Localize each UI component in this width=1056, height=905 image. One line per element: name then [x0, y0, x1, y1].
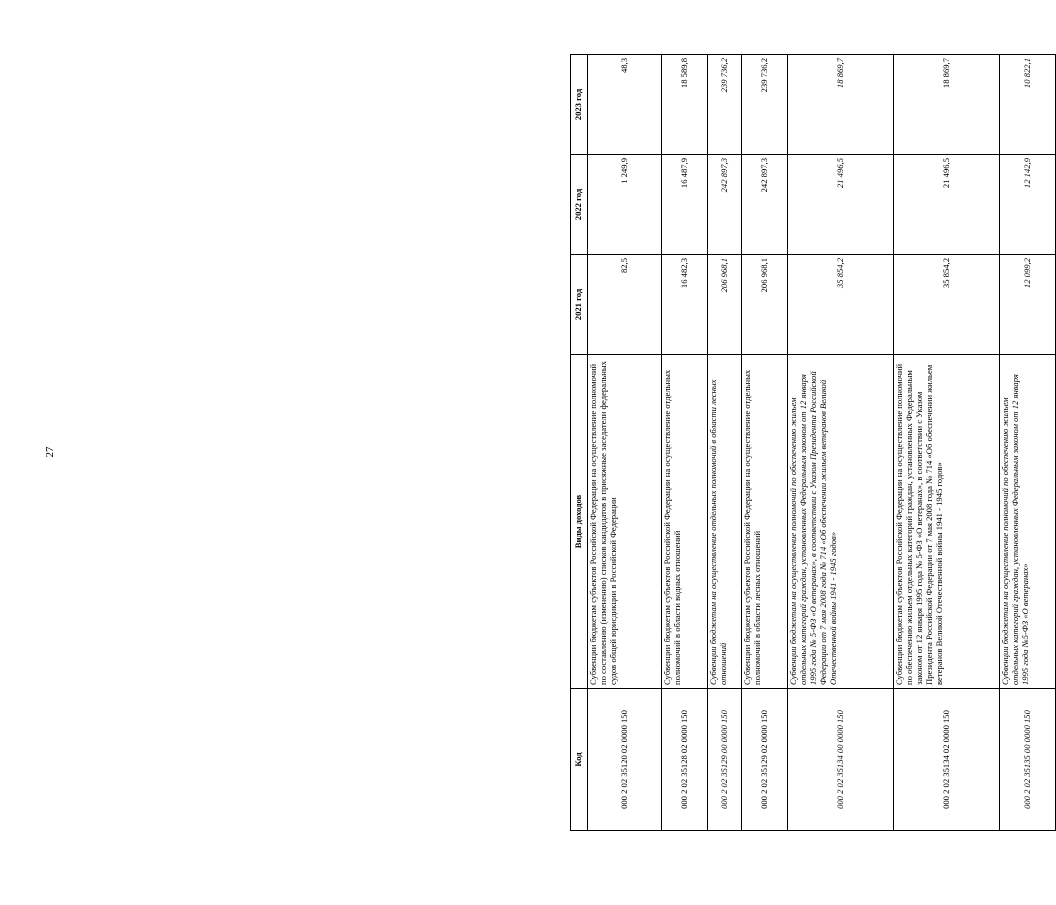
code-cell: 000 2 02 35134 02 0000 150 [894, 689, 1000, 831]
header-description: Виды доходов [571, 355, 588, 689]
value-2022-cell: 242 897,3 [708, 155, 742, 255]
code-cell: 000 2 02 35128 02 0000 150 [662, 689, 708, 831]
value-2021-cell: 82,5 [588, 255, 662, 355]
revenue-table [570, 54, 1056, 831]
value-2023-cell: 239 736,2 [708, 55, 742, 155]
value-2023-cell: 48,3 [588, 55, 662, 155]
table-row [788, 55, 894, 831]
value-2022-cell: 21 496,5 [788, 155, 894, 255]
description-cell: Субвенции бюджетам на осуществление полномочий по обеспечению жильем отдельных категорий граждан, установленных Федеральным законом от 12 января 1995 года № 5-ФЗ «О ветеранах», в соответствии с Указом Президента Российской Федерации от 7 мая 2008 года № 714 «Об обеспечении жильем ветеранов Великой Отечественной войны 1941 - 1945 годов» [788, 355, 894, 689]
value-2023-cell: 239 736,2 [742, 55, 788, 155]
table-row [742, 55, 788, 831]
code-cell: 000 2 02 35135 00 0000 150 [1000, 689, 1056, 831]
code-cell: 000 2 02 35129 02 0000 150 [742, 689, 788, 831]
value-2023-cell: 18 589,8 [662, 55, 708, 155]
header-2023: 2023 год [571, 55, 588, 155]
table-row [708, 55, 742, 831]
description-cell: Субвенции бюджетам на осуществление полномочий по обеспечению жильем отдельных категорий граждан, установленных Федеральным законом от 12 января 1995 года №5-ФЗ «О ветеранах» [1000, 355, 1056, 689]
code-cell: 000 2 02 35134 00 0000 150 [788, 689, 894, 831]
value-2023-cell: 10 822,1 [1000, 55, 1056, 155]
header-code: Код [571, 689, 588, 831]
value-2021-cell: 206 968,1 [708, 255, 742, 355]
table-row [588, 55, 662, 831]
description-cell: Субвенции бюджетам на осуществление отдельных полномочий в области лесных отношений [708, 355, 742, 689]
value-2022-cell: 21 496,5 [894, 155, 1000, 255]
value-2022-cell: 16 487,9 [662, 155, 708, 255]
page-number: 27 [44, 446, 56, 458]
value-2023-cell: 18 869,7 [894, 55, 1000, 155]
value-2021-cell: 16 482,3 [662, 255, 708, 355]
code-cell: 000 2 02 35129 00 0000 150 [708, 689, 742, 831]
value-2021-cell: 35 854,2 [788, 255, 894, 355]
rotated-page-content [570, 55, 1052, 831]
code-cell: 000 2 02 35120 02 0000 150 [588, 689, 662, 831]
value-2021-cell: 12 099,2 [1000, 255, 1056, 355]
value-2022-cell: 12 142,9 [1000, 155, 1056, 255]
value-2022-cell: 1 249,9 [588, 155, 662, 255]
description-cell: Субвенции бюджетам субъектов Российской Федерации на осуществление отдельных полномочий в области водных отношений [662, 355, 708, 689]
value-2021-cell: 35 854,2 [894, 255, 1000, 355]
table-row [894, 55, 1000, 831]
value-2022-cell: 242 897,3 [742, 155, 788, 255]
header-2021: 2021 год [571, 255, 588, 355]
header-2022: 2022 год [571, 155, 588, 255]
table-row [662, 55, 708, 831]
value-2023-cell: 18 869,7 [788, 55, 894, 155]
table-header-row [571, 55, 588, 831]
description-cell: Субвенции бюджетам субъектов Российской Федерации на осуществление полномочий по обеспечению жильем отдельных категорий граждан, установленных Федеральным законом от 12 января 1995 года № 5-ФЗ «О ветеранах», в соответствии с Указом Президента Российской Федерации от 7 мая 2008 года № 714 «Об обеспечении жильем ветеранов Великой Отечественной войны 1941 - 1945 годов» [894, 355, 1000, 689]
description-cell: Субвенции бюджетам субъектов Российской Федерации на осуществление полномочий по составлению (изменению) списков кандидатов в присяжные заседатели федеральных судов общей юрисдикции в Российской Федерации [588, 355, 662, 689]
description-cell: Субвенции бюджетам субъектов Российской Федерации на осуществление отдельных полномочий в области лесных отношений [742, 355, 788, 689]
table-row [1000, 55, 1056, 831]
value-2021-cell: 206 968,1 [742, 255, 788, 355]
